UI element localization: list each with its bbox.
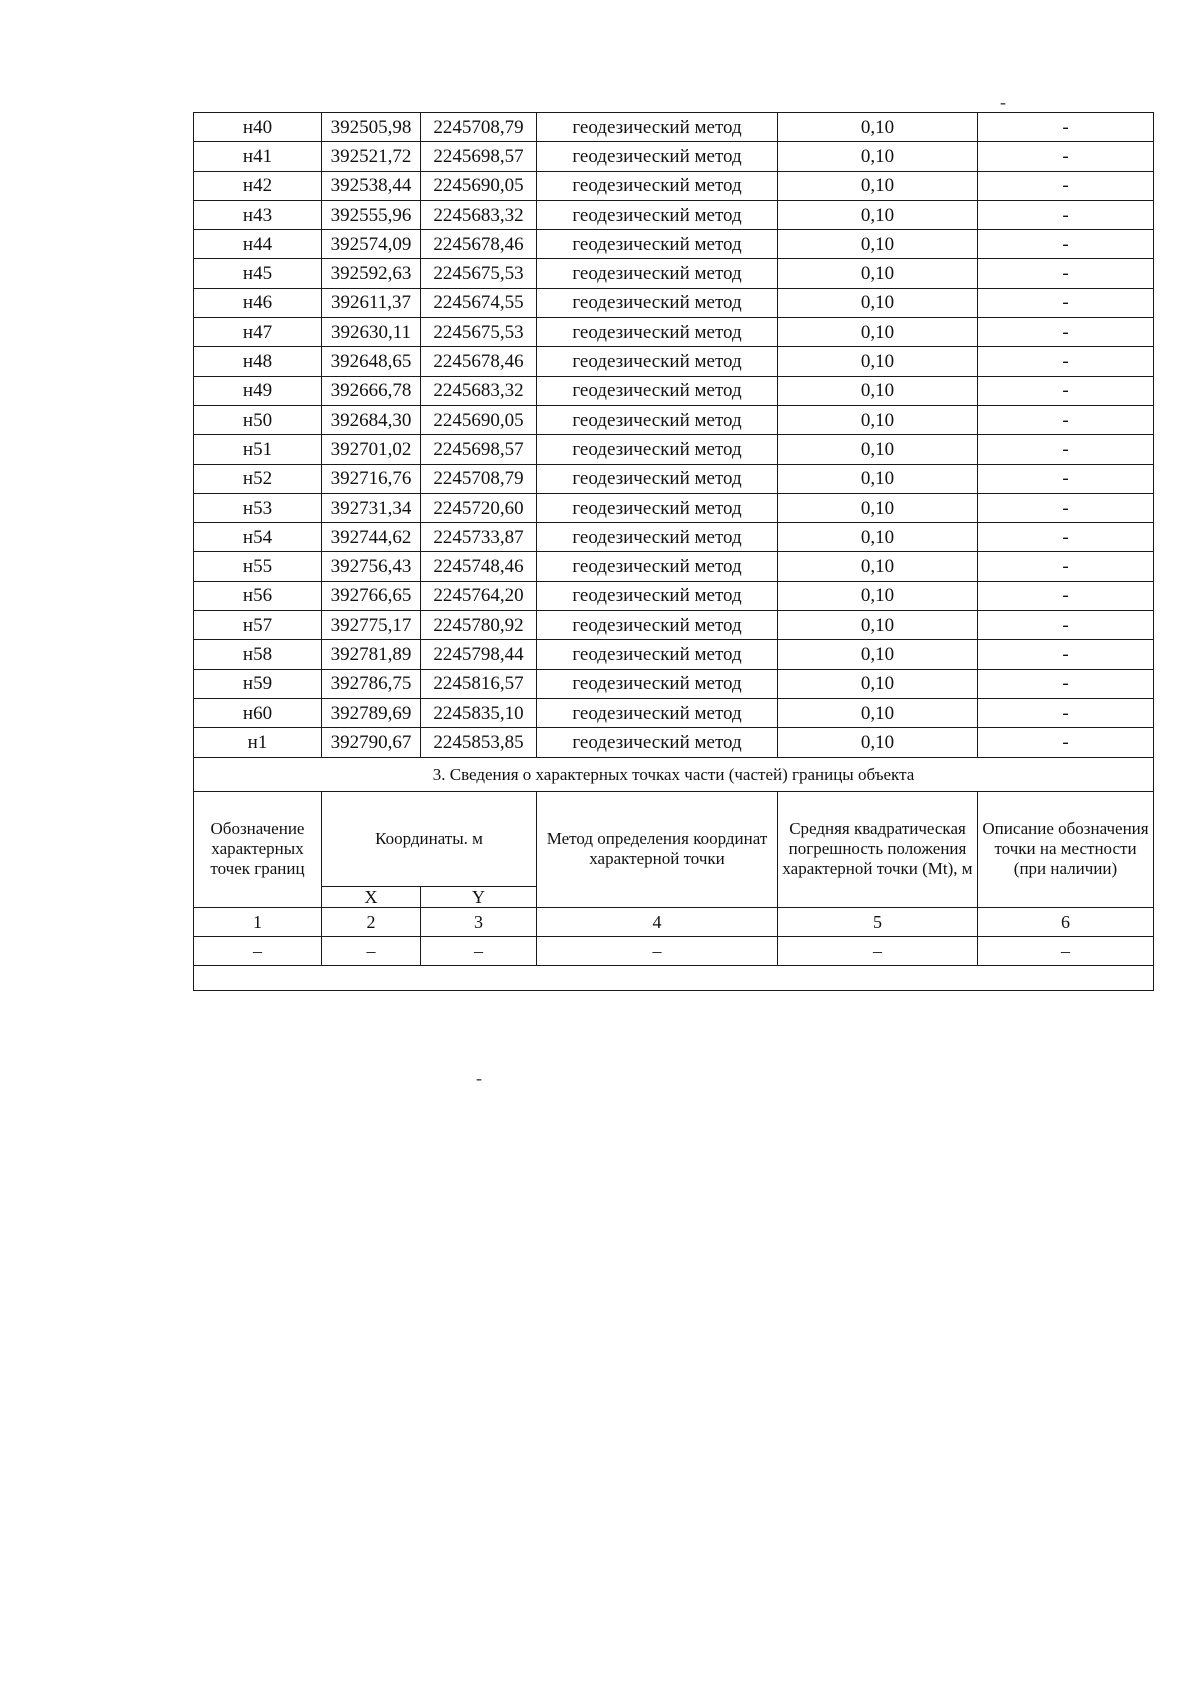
x-coordinate-cell: 392630,11 (322, 318, 421, 347)
mt-cell: 0,10 (778, 523, 978, 552)
description-cell: - (978, 581, 1154, 610)
y-coordinate-cell: 2245708,79 (421, 113, 537, 142)
mt-cell: 0,10 (778, 405, 978, 434)
header-coords: Координаты. м (322, 791, 537, 886)
mt-cell: 0,10 (778, 259, 978, 288)
method-cell: геодезический метод (537, 581, 778, 610)
table-row (194, 611, 1154, 640)
table-row (194, 493, 1154, 522)
header-y: Y (421, 886, 537, 907)
table-row (194, 230, 1154, 259)
table-row (194, 523, 1154, 552)
point-id-cell: н52 (194, 464, 322, 493)
x-coordinate-cell: 392701,02 (322, 435, 421, 464)
description-cell: - (978, 171, 1154, 200)
column-number: 3 (421, 907, 537, 936)
table-row (194, 464, 1154, 493)
method-cell: геодезический метод (537, 611, 778, 640)
description-cell: - (978, 318, 1154, 347)
description-cell: - (978, 142, 1154, 171)
y-coordinate-cell: 2245798,44 (421, 640, 537, 669)
column-number: 6 (978, 907, 1154, 936)
description-cell: - (978, 640, 1154, 669)
mt-cell: 0,10 (778, 200, 978, 229)
description-cell: - (978, 288, 1154, 317)
method-cell: геодезический метод (537, 552, 778, 581)
mt-cell: 0,10 (778, 464, 978, 493)
x-coordinate-cell: 392790,67 (322, 728, 421, 757)
point-id-cell: н54 (194, 523, 322, 552)
x-coordinate-cell: 392684,30 (322, 405, 421, 434)
point-id-cell: н53 (194, 493, 322, 522)
x-coordinate-cell: 392786,75 (322, 669, 421, 698)
x-coordinate-cell: 392538,44 (322, 171, 421, 200)
description-cell: - (978, 493, 1154, 522)
column-number: 4 (537, 907, 778, 936)
y-coordinate-cell: 2245816,57 (421, 669, 537, 698)
mt-cell: 0,10 (778, 435, 978, 464)
x-coordinate-cell: 392775,17 (322, 611, 421, 640)
mt-cell: 0,10 (778, 698, 978, 727)
y-coordinate-cell: 2245698,57 (421, 435, 537, 464)
point-id-cell: н42 (194, 171, 322, 200)
x-coordinate-cell: 392521,72 (322, 142, 421, 171)
header-desc: Описание обозначения точки на местности (при наличии) (978, 791, 1154, 907)
empty-cell: – (322, 936, 421, 965)
x-coordinate-cell: 392574,09 (322, 230, 421, 259)
description-cell: - (978, 376, 1154, 405)
table-row (194, 669, 1154, 698)
point-id-cell: н46 (194, 288, 322, 317)
section-3-title: 3. Сведения о характерных точках части (частей) границы объекта (194, 757, 1154, 791)
description-cell: - (978, 698, 1154, 727)
x-coordinate-cell: 392744,62 (322, 523, 421, 552)
mt-cell: 0,10 (778, 230, 978, 259)
method-cell: геодезический метод (537, 669, 778, 698)
header-method: Метод определения координат характерной точки (537, 791, 778, 907)
table-row (194, 259, 1154, 288)
header-point: Обозначение характерных точек границ (194, 791, 322, 907)
mt-cell: 0,10 (778, 640, 978, 669)
column-number: 2 (322, 907, 421, 936)
description-cell: - (978, 113, 1154, 142)
table-row (194, 435, 1154, 464)
boundary-points-table (193, 112, 1154, 991)
point-id-cell: н43 (194, 200, 322, 229)
y-coordinate-cell: 2245675,53 (421, 259, 537, 288)
point-id-cell: н59 (194, 669, 322, 698)
x-coordinate-cell: 392648,65 (322, 347, 421, 376)
mt-cell: 0,10 (778, 347, 978, 376)
y-coordinate-cell: 2245698,57 (421, 142, 537, 171)
point-id-cell: н40 (194, 113, 322, 142)
y-coordinate-cell: 2245678,46 (421, 230, 537, 259)
x-coordinate-cell: 392756,43 (322, 552, 421, 581)
y-coordinate-cell: 2245678,46 (421, 347, 537, 376)
method-cell: геодезический метод (537, 698, 778, 727)
description-cell: - (978, 552, 1154, 581)
x-coordinate-cell: 392731,34 (322, 493, 421, 522)
mt-cell: 0,10 (778, 493, 978, 522)
y-coordinate-cell: 2245720,60 (421, 493, 537, 522)
empty-cell: – (421, 936, 537, 965)
table-row (194, 728, 1154, 757)
method-cell: геодезический метод (537, 523, 778, 552)
method-cell: геодезический метод (537, 113, 778, 142)
method-cell: геодезический метод (537, 142, 778, 171)
point-id-cell: н51 (194, 435, 322, 464)
y-coordinate-cell: 2245690,05 (421, 405, 537, 434)
y-coordinate-cell: 2245764,20 (421, 581, 537, 610)
empty-cell: – (978, 936, 1154, 965)
description-cell: - (978, 200, 1154, 229)
mt-cell: 0,10 (778, 288, 978, 317)
method-cell: геодезический метод (537, 318, 778, 347)
method-cell: геодезический метод (537, 376, 778, 405)
column-number: 5 (778, 907, 978, 936)
method-cell: геодезический метод (537, 259, 778, 288)
point-id-cell: н1 (194, 728, 322, 757)
x-coordinate-cell: 392766,65 (322, 581, 421, 610)
table-row (194, 113, 1154, 142)
point-id-cell: н47 (194, 318, 322, 347)
x-coordinate-cell: 392611,37 (322, 288, 421, 317)
table-row (194, 552, 1154, 581)
top-right-mark: - (1000, 92, 1006, 112)
y-coordinate-cell: 2245683,32 (421, 200, 537, 229)
description-cell: - (978, 405, 1154, 434)
y-coordinate-cell: 2245708,79 (421, 464, 537, 493)
mt-cell: 0,10 (778, 552, 978, 581)
point-id-cell: н58 (194, 640, 322, 669)
x-coordinate-cell: 392666,78 (322, 376, 421, 405)
description-cell: - (978, 230, 1154, 259)
method-cell: геодезический метод (537, 435, 778, 464)
mt-cell: 0,10 (778, 669, 978, 698)
x-coordinate-cell: 392789,69 (322, 698, 421, 727)
table-row (194, 171, 1154, 200)
table-row (194, 288, 1154, 317)
x-coordinate-cell: 392716,76 (322, 464, 421, 493)
method-cell: геодезический метод (537, 728, 778, 757)
point-id-cell: н55 (194, 552, 322, 581)
description-cell: - (978, 259, 1154, 288)
mt-cell: 0,10 (778, 611, 978, 640)
description-cell: - (978, 347, 1154, 376)
mt-cell: 0,10 (778, 113, 978, 142)
description-cell: - (978, 728, 1154, 757)
point-id-cell: н60 (194, 698, 322, 727)
empty-cell: – (194, 936, 322, 965)
mt-cell: 0,10 (778, 318, 978, 347)
mt-cell: 0,10 (778, 171, 978, 200)
method-cell: геодезический метод (537, 171, 778, 200)
point-id-cell: н41 (194, 142, 322, 171)
point-id-cell: н50 (194, 405, 322, 434)
table-row (194, 698, 1154, 727)
description-cell: - (978, 669, 1154, 698)
mt-cell: 0,10 (778, 376, 978, 405)
point-id-cell: н45 (194, 259, 322, 288)
y-coordinate-cell: 2245853,85 (421, 728, 537, 757)
method-cell: геодезический метод (537, 200, 778, 229)
description-cell: - (978, 464, 1154, 493)
method-cell: геодезический метод (537, 230, 778, 259)
table-row (194, 640, 1154, 669)
point-rows (194, 113, 1154, 758)
header-x: X (322, 886, 421, 907)
table-row (194, 581, 1154, 610)
point-id-cell: н56 (194, 581, 322, 610)
table-row (194, 318, 1154, 347)
table-row (194, 376, 1154, 405)
bottom-mark: - (476, 1068, 482, 1088)
x-coordinate-cell: 392555,96 (322, 200, 421, 229)
method-cell: геодезический метод (537, 464, 778, 493)
point-id-cell: н48 (194, 347, 322, 376)
y-coordinate-cell: 2245733,87 (421, 523, 537, 552)
description-cell: - (978, 611, 1154, 640)
y-coordinate-cell: 2245748,46 (421, 552, 537, 581)
x-coordinate-cell: 392505,98 (322, 113, 421, 142)
table-row (194, 200, 1154, 229)
point-id-cell: н57 (194, 611, 322, 640)
point-id-cell: н44 (194, 230, 322, 259)
method-cell: геодезический метод (537, 405, 778, 434)
y-coordinate-cell: 2245835,10 (421, 698, 537, 727)
mt-cell: 0,10 (778, 728, 978, 757)
empty-cell: – (778, 936, 978, 965)
y-coordinate-cell: 2245675,53 (421, 318, 537, 347)
method-cell: геодезический метод (537, 493, 778, 522)
description-cell: - (978, 435, 1154, 464)
method-cell: геодезический метод (537, 347, 778, 376)
blank-row (194, 965, 1154, 990)
header-mt: Средняя квадратическая погрешность положения характерной точки (Mt), м (778, 791, 978, 907)
column-number: 1 (194, 907, 322, 936)
x-coordinate-cell: 392781,89 (322, 640, 421, 669)
point-id-cell: н49 (194, 376, 322, 405)
mt-cell: 0,10 (778, 142, 978, 171)
y-coordinate-cell: 2245683,32 (421, 376, 537, 405)
table-row (194, 347, 1154, 376)
mt-cell: 0,10 (778, 581, 978, 610)
coordinates-sheet (193, 112, 1153, 991)
section-3 (194, 757, 1154, 990)
x-coordinate-cell: 392592,63 (322, 259, 421, 288)
table-row (194, 405, 1154, 434)
method-cell: геодезический метод (537, 288, 778, 317)
table-row (194, 142, 1154, 171)
empty-cell: – (537, 936, 778, 965)
description-cell: - (978, 523, 1154, 552)
y-coordinate-cell: 2245780,92 (421, 611, 537, 640)
method-cell: геодезический метод (537, 640, 778, 669)
y-coordinate-cell: 2245690,05 (421, 171, 537, 200)
y-coordinate-cell: 2245674,55 (421, 288, 537, 317)
